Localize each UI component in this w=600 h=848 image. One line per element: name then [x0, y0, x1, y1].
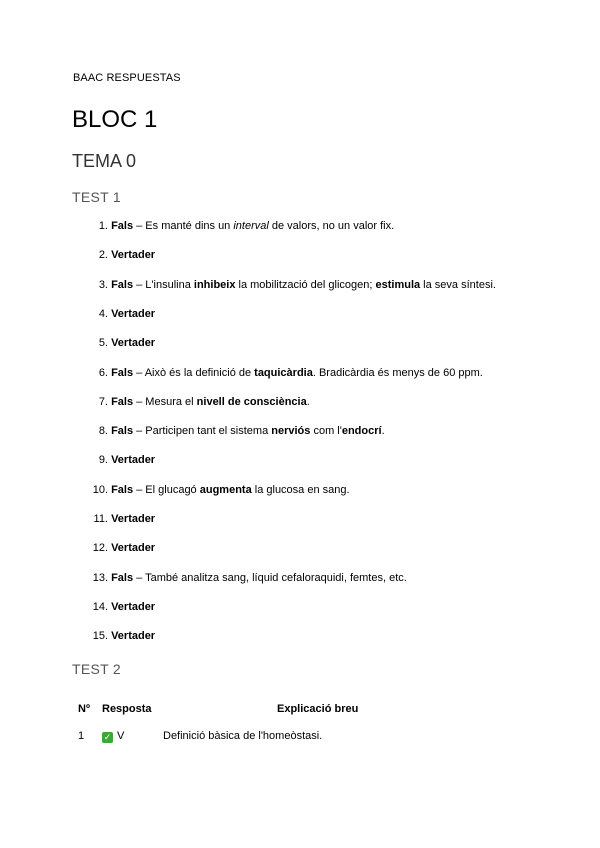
item-text: . — [306, 395, 310, 408]
item-number: 10. — [92, 483, 108, 496]
item-verdict: Fals — [111, 425, 134, 438]
item-text: de valors, no un valor fix. — [268, 220, 395, 232]
item-number: 14. — [92, 600, 108, 613]
item-number: 7. — [98, 395, 108, 408]
item-verdict: Fals — [111, 278, 134, 291]
item-text: – Participen tant el sistema — [133, 425, 272, 438]
test2-heading: TEST 2 — [72, 661, 122, 677]
item-bold: taquicàrdia — [254, 366, 313, 379]
test1-item-12 — [88, 542, 155, 554]
document-label: BAAC RESPUESTAS — [73, 72, 181, 84]
test1-item-4 — [88, 308, 155, 320]
test1-item-8 — [88, 425, 385, 437]
item-verdict: Vertader — [111, 513, 156, 525]
item-text: – El glucagó — [133, 483, 200, 496]
item-verdict: Fals — [111, 366, 134, 379]
item-verdict: Fals — [111, 571, 134, 584]
test1-item-3 — [88, 279, 496, 291]
item-verdict: Fals — [111, 220, 134, 232]
item-text: – Això és la definició de — [133, 366, 255, 379]
item-text: – Mesura el — [133, 395, 197, 408]
test1-item-10 — [88, 484, 350, 496]
test1-item-9 — [88, 454, 155, 466]
test1-item-14 — [88, 601, 155, 613]
test1-item-6 — [88, 367, 483, 379]
column-header-num: Nº — [78, 703, 90, 715]
item-text: com l' — [310, 425, 342, 438]
column-header-answer: Resposta — [102, 703, 152, 715]
item-number: 1. — [98, 220, 108, 232]
item-text: . Bradicàrdia és menys de 60 ppm. — [312, 366, 483, 379]
column-header-explanation: Explicació breu — [277, 703, 359, 715]
item-bold: nivell de consciència — [196, 395, 307, 408]
test1-item-5 — [88, 337, 155, 349]
item-number: 13. — [92, 571, 108, 584]
item-text: la glucosa en sang. — [251, 483, 350, 496]
tema-heading: TEMA 0 — [72, 151, 137, 171]
item-bold: nerviós — [271, 425, 311, 438]
row-1-answer: ✓ V — [103, 730, 125, 742]
item-text: la seva síntesi. — [420, 278, 496, 291]
test1-item-7 — [88, 396, 310, 408]
item-text: – Es manté dins un — [133, 220, 234, 232]
test1-item-11 — [88, 513, 155, 525]
item-number: 8. — [98, 425, 108, 438]
item-verdict: Vertader — [111, 337, 156, 350]
item-verdict: Vertader — [111, 600, 156, 613]
item-bold: estimula — [375, 278, 421, 291]
item-verdict: Vertader — [111, 249, 156, 262]
item-emphasis: interval — [233, 220, 269, 232]
item-text: – També analitza sang, líquid cefaloraquidi, femtes, etc. — [133, 571, 407, 584]
item-verdict: Fals — [111, 483, 134, 496]
test1-item-2 — [88, 249, 155, 261]
item-verdict: Vertader — [111, 542, 156, 555]
item-number: 9. — [98, 454, 108, 467]
test1-item-1 — [88, 220, 394, 232]
item-number: 15. — [92, 630, 108, 643]
item-number: 12. — [92, 542, 108, 555]
test1-heading: TEST 1 — [72, 189, 122, 205]
item-text: la mobilització del glicogen; — [235, 278, 376, 291]
item-number: 11. — [93, 513, 108, 525]
item-number: 4. — [98, 307, 108, 320]
item-verdict: Fals — [111, 395, 134, 408]
item-verdict: Vertader — [111, 307, 156, 320]
item-bold: inhibeix — [193, 278, 236, 291]
item-number: 3. — [98, 278, 108, 291]
test1-item-15 — [88, 630, 155, 642]
bloc-heading: BLOC 1 — [72, 106, 158, 133]
item-number: 6. — [98, 366, 108, 379]
check-icon: ✓ — [103, 732, 112, 742]
item-text: . — [381, 425, 385, 438]
item-verdict: Vertader — [111, 630, 156, 643]
item-number: 2. — [98, 249, 108, 262]
item-number: 5. — [98, 337, 108, 350]
row-1-num: 1 — [78, 730, 85, 742]
row-1-explanation: Definició bàsica de l'homeòstasi. — [163, 730, 323, 742]
item-bold: endocrí — [341, 425, 382, 438]
item-text: – L'insulina — [133, 278, 194, 291]
test1-item-13 — [88, 572, 407, 584]
item-bold: augmenta — [199, 483, 252, 496]
item-verdict: Vertader — [111, 454, 156, 467]
